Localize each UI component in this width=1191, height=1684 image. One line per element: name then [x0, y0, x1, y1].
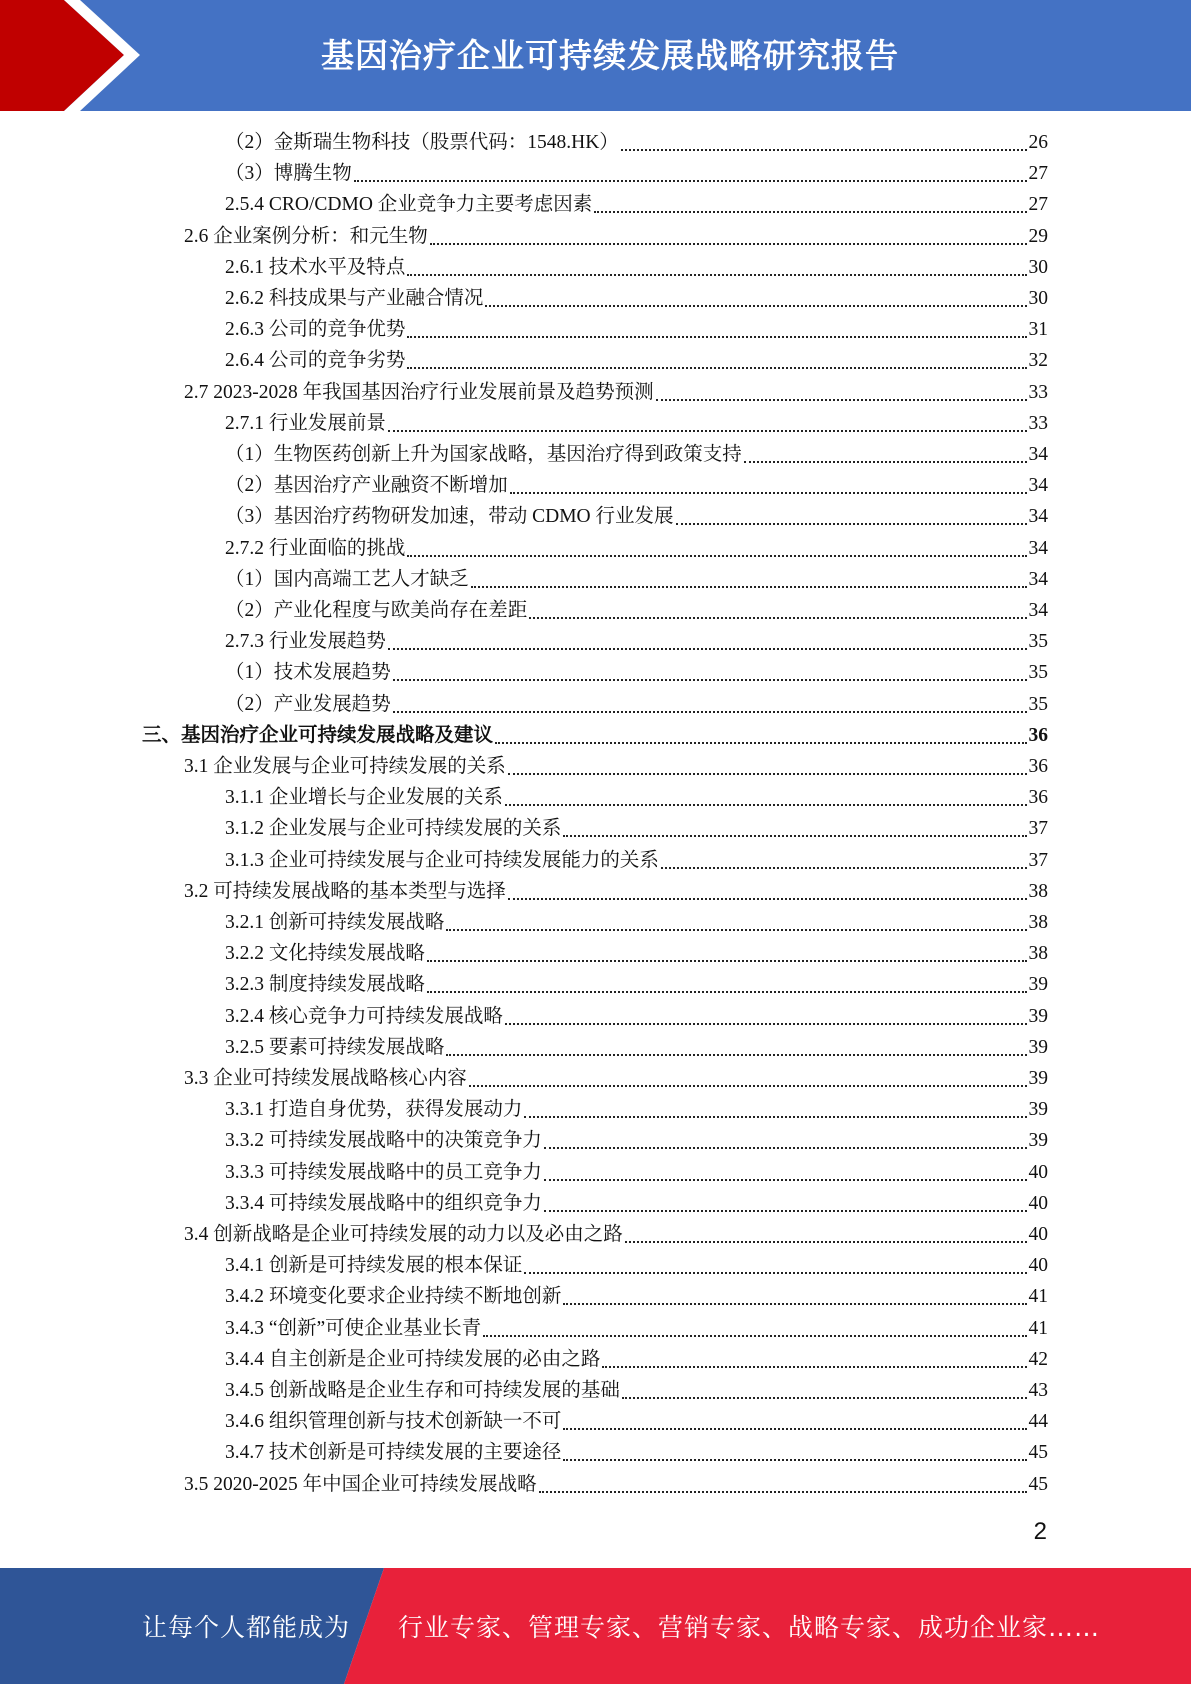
toc-entry[interactable] — [184, 876, 1048, 907]
toc-leader-dots — [661, 857, 1027, 876]
toc-entry-label: 3.4.5 创新战略是企业生存和可持续发展的基础 — [225, 1380, 620, 1401]
toc-entry-label: 3.3.2 可持续发展战略中的决策竞争力 — [225, 1130, 542, 1152]
toc-leader-dots — [388, 420, 1027, 439]
toc-entry-page: 34 — [1028, 444, 1048, 465]
toc-entry-page: 45 — [1028, 1442, 1048, 1464]
toc-leader-dots — [676, 513, 1027, 532]
toc-entry-page: 34 — [1028, 600, 1048, 621]
toc-leader-dots — [510, 482, 1027, 501]
toc-entry-page: 41 — [1028, 1286, 1048, 1308]
toc-entry-label: （1）国内高端工艺人才缺乏 — [225, 568, 469, 590]
toc-entry-label: 3.1.3 企业可持续发展与企业可持续发展能力的关系 — [225, 849, 659, 871]
toc-entry-page: 40 — [1028, 1255, 1048, 1277]
page-number: 2 — [1033, 1518, 1047, 1545]
toc-leader-dots — [524, 1106, 1026, 1125]
toc-entry-label: 3.1 企业发展与企业可持续发展的关系 — [184, 756, 506, 777]
toc-leader-dots — [529, 607, 1026, 626]
toc-leader-dots — [430, 233, 1027, 252]
toc-entry-page: 43 — [1028, 1380, 1048, 1401]
toc-entry-label: 3.4.2 环境变化要求企业持续不断地创新 — [225, 1286, 562, 1308]
toc-leader-dots — [524, 1262, 1026, 1281]
footer-slogan-left: 让每个人都能成为 — [142, 1613, 351, 1642]
toc-entry-page: 30 — [1028, 256, 1048, 278]
toc-entry-page: 45 — [1028, 1473, 1048, 1495]
toc-entry-page: 31 — [1028, 319, 1048, 341]
toc-entry[interactable] — [225, 1032, 1048, 1063]
toc-entry-page: 36 — [1028, 787, 1048, 809]
toc-entry[interactable] — [225, 907, 1048, 938]
page-header — [0, 0, 1191, 111]
toc-entry-label: （3）博腾生物 — [225, 163, 352, 185]
toc-leader-dots — [393, 701, 1027, 720]
toc-entry[interactable] — [225, 595, 1048, 626]
toc-leader-dots — [483, 1325, 1026, 1344]
toc-entry[interactable] — [225, 1250, 1048, 1281]
toc-entry-label: 3.3 企业可持续发展战略核心内容 — [184, 1068, 467, 1089]
toc-entry-label: （3）基因治疗药物研发加速，带动 CDMO 行业发展 — [225, 506, 674, 528]
toc-entry[interactable] — [225, 1313, 1048, 1344]
toc-entry[interactable] — [225, 782, 1048, 813]
toc-entry-page: 32 — [1028, 350, 1048, 372]
toc-entry-label: （2）基因治疗产业融资不断增加 — [225, 475, 508, 497]
toc-entry[interactable] — [225, 626, 1048, 657]
toc-entry[interactable] — [184, 1469, 1048, 1500]
toc-entry-label: 2.6.4 公司的竞争劣势 — [225, 350, 406, 372]
toc-leader-dots — [544, 1200, 1027, 1219]
toc-entry-label: 3.1.1 企业增长与企业发展的关系 — [225, 787, 503, 809]
toc-entry-page: 38 — [1028, 880, 1048, 902]
toc-entry-page: 35 — [1028, 631, 1048, 653]
toc-entry-page: 37 — [1028, 849, 1048, 871]
toc-entry-page: 42 — [1028, 1348, 1048, 1370]
toc-entry-page: 44 — [1028, 1411, 1048, 1433]
toc-entry-page: 33 — [1028, 412, 1048, 434]
toc-entry[interactable] — [184, 751, 1048, 782]
toc-entry[interactable] — [225, 408, 1048, 439]
toc-entry-label: 3.4.1 创新是可持续发展的根本保证 — [225, 1255, 523, 1277]
toc-entry-label: 3.2.3 制度持续发展战略 — [225, 974, 425, 996]
toc-leader-dots — [744, 451, 1027, 470]
toc-entry-label: （2）产业发展趋势 — [225, 693, 391, 715]
toc-leader-dots — [508, 763, 1027, 782]
toc-leader-dots — [407, 326, 1026, 345]
toc-entry-page: 34 — [1028, 475, 1048, 497]
toc-leader-dots — [544, 1169, 1027, 1188]
toc-entry[interactable] — [225, 470, 1048, 501]
toc-entry[interactable] — [225, 845, 1048, 876]
toc-leader-dots — [388, 638, 1027, 657]
toc-entry[interactable] — [225, 439, 1048, 470]
toc-entry-label: （1）技术发展趋势 — [225, 662, 391, 684]
footer-slogan-right: 行业专家、管理专家、营销专家、战略专家、成功企业家…… — [398, 1613, 1101, 1642]
toc-leader-dots — [427, 950, 1027, 969]
toc-entry-page: 34 — [1028, 506, 1048, 528]
toc-entry-page: 38 — [1028, 912, 1048, 933]
toc-entry[interactable] — [225, 813, 1048, 844]
toc-entry-page: 29 — [1028, 225, 1048, 247]
toc-leader-dots — [495, 732, 1026, 751]
toc-entry-label: 2.7 2023-2028 年我国基因治疗行业发展前景及趋势预测 — [184, 381, 654, 403]
toc-entry-page: 40 — [1028, 1161, 1048, 1183]
toc-entry-label: 2.6.2 科技成果与产业融合情况 — [225, 288, 484, 309]
toc-entry[interactable] — [225, 345, 1048, 376]
toc-entry-page: 36 — [1028, 756, 1048, 777]
toc-entry[interactable] — [184, 1219, 1048, 1250]
toc-leader-dots — [602, 1356, 1026, 1375]
chevron-arrow-icon — [0, 0, 160, 111]
toc-leader-dots — [563, 825, 1026, 844]
toc-entry[interactable] — [225, 283, 1048, 314]
toc-entry[interactable] — [225, 1001, 1048, 1032]
toc-entry[interactable] — [225, 533, 1048, 564]
toc-entry-page: 36 — [1028, 724, 1048, 746]
toc-entry[interactable] — [225, 1437, 1048, 1468]
toc-entry[interactable] — [225, 189, 1048, 220]
toc-entry-label: 3.4 创新战略是企业可持续发展的动力以及必由之路 — [184, 1224, 623, 1245]
toc-entry-label: 3.3.4 可持续发展战略中的组织竞争力 — [225, 1192, 542, 1214]
toc-entry-label: 3.3.1 打造自身优势，获得发展动力 — [225, 1099, 523, 1121]
toc-entry[interactable] — [225, 127, 1048, 158]
toc-entry-label: 2.7.3 行业发展趋势 — [225, 631, 386, 653]
toc-entry-label: 3.2.1 创新可持续发展战略 — [225, 912, 445, 933]
toc-entry-label: （2）金斯瑞生物科技（股票代码：1548.HK） — [225, 132, 619, 153]
toc-entry-page: 39 — [1028, 1130, 1048, 1152]
toc-entry-page: 37 — [1028, 818, 1048, 840]
toc-entry-page: 26 — [1028, 132, 1048, 153]
toc-leader-dots — [393, 669, 1027, 688]
toc-entry-page: 39 — [1028, 1099, 1048, 1121]
toc-leader-dots — [469, 1075, 1027, 1094]
toc-entry[interactable] — [225, 657, 1048, 688]
toc-entry[interactable] — [225, 969, 1048, 1000]
toc-entry-label: 2.5.4 CRO/CDMO 企业竞争力主要考虑因素 — [225, 194, 593, 216]
toc-entry-label: 3.4.4 自主创新是企业可持续发展的必由之路 — [225, 1348, 601, 1370]
toc-entry-label: 三、基因治疗企业可持续发展战略及建议 — [142, 724, 494, 746]
toc-entry[interactable] — [225, 938, 1048, 969]
toc-leader-dots — [622, 1387, 1027, 1406]
toc-entry-label: 3.3.3 可持续发展战略中的员工竞争力 — [225, 1161, 542, 1183]
toc-entry[interactable] — [225, 1188, 1048, 1219]
toc-entry-page: 35 — [1028, 662, 1048, 684]
toc-leader-dots — [563, 1449, 1026, 1468]
toc-entry[interactable] — [225, 1125, 1048, 1156]
toc-entry[interactable] — [184, 377, 1048, 408]
toc-leader-dots — [544, 1137, 1027, 1156]
toc-entry-page: 39 — [1028, 974, 1048, 996]
toc-leader-dots — [485, 295, 1026, 314]
toc-leader-dots — [407, 545, 1026, 564]
toc-leader-dots — [656, 389, 1027, 408]
toc-entry[interactable] — [225, 1344, 1048, 1375]
toc-entry-label: 3.2 可持续发展战略的基本类型与选择 — [184, 880, 506, 902]
toc-entry-label: 3.1.2 企业发展与企业可持续发展的关系 — [225, 818, 562, 840]
toc-leader-dots — [594, 201, 1026, 220]
toc-entry[interactable] — [225, 501, 1048, 532]
toc-entry-page: 41 — [1028, 1317, 1048, 1339]
toc-entry-page: 40 — [1028, 1192, 1048, 1214]
toc-entry-page: 30 — [1028, 288, 1048, 309]
toc-entry-label: 3.4.7 技术创新是可持续发展的主要途径 — [225, 1442, 562, 1464]
toc-entry-label: 3.2.4 核心竞争力可持续发展战略 — [225, 1005, 503, 1027]
toc-leader-dots — [446, 1044, 1026, 1063]
toc-leader-dots — [621, 139, 1027, 158]
toc-leader-dots — [407, 264, 1026, 283]
toc-entry-label: 2.6.3 公司的竞争优势 — [225, 319, 406, 341]
toc-leader-dots — [407, 357, 1026, 376]
toc-entry[interactable] — [225, 1281, 1048, 1312]
toc-entry-page: 39 — [1028, 1005, 1048, 1027]
toc-entry-label: 3.2.2 文化持续发展战略 — [225, 943, 425, 965]
toc-leader-dots — [354, 170, 1027, 189]
toc-leader-dots — [471, 576, 1027, 595]
toc-entry-page: 40 — [1028, 1224, 1048, 1245]
toc-leader-dots — [505, 794, 1027, 813]
toc-entry[interactable] — [225, 564, 1048, 595]
toc-entry[interactable] — [225, 689, 1048, 720]
toc-leader-dots — [508, 888, 1027, 907]
toc-entry-label: 3.5 2020-2025 年中国企业可持续发展战略 — [184, 1473, 537, 1495]
toc-leader-dots — [427, 981, 1027, 1000]
toc-leader-dots — [563, 1293, 1026, 1312]
toc-entry[interactable] — [225, 252, 1048, 283]
toc-entry[interactable] — [225, 314, 1048, 345]
toc-leader-dots — [625, 1231, 1027, 1250]
toc-entry-label: 2.7.2 行业面临的挑战 — [225, 537, 406, 559]
report-title: 基因治疗企业可持续发展战略研究报告 — [321, 36, 899, 75]
toc-entry-page: 39 — [1028, 1068, 1048, 1089]
toc-entry-label: 2.6.1 技术水平及特点 — [225, 256, 406, 278]
toc-entry[interactable] — [184, 1063, 1048, 1094]
toc-entry[interactable] — [225, 1406, 1048, 1437]
toc-leader-dots — [539, 1481, 1027, 1500]
toc-entry[interactable] — [225, 1375, 1048, 1406]
toc-entry-label: 2.6 企业案例分析：和元生物 — [184, 225, 428, 247]
toc-entry-page: 27 — [1028, 163, 1048, 185]
toc-entry-page: 34 — [1028, 568, 1048, 590]
toc-entry-page: 27 — [1028, 194, 1048, 216]
toc-entry-page: 34 — [1028, 537, 1048, 559]
toc-entry-label: （2）产业化程度与欧美尚存在差距 — [225, 600, 528, 621]
toc-entry-page: 35 — [1028, 693, 1048, 715]
toc-leader-dots — [505, 1013, 1027, 1032]
toc-entry[interactable] — [225, 1094, 1048, 1125]
page-footer — [0, 1568, 1191, 1684]
toc-entry-label: 3.4.6 组织管理创新与技术创新缺一不可 — [225, 1411, 562, 1433]
toc-entry-label: 2.7.1 行业发展前景 — [225, 412, 386, 434]
toc-entry-page: 38 — [1028, 943, 1048, 965]
toc-entry-label: 3.2.5 要素可持续发展战略 — [225, 1036, 445, 1058]
toc-entry-label: 3.4.3 “创新”可使企业基业长青 — [225, 1317, 482, 1339]
toc-entry-page: 39 — [1028, 1036, 1048, 1058]
toc-leader-dots — [446, 919, 1026, 938]
toc-entry-label: （1）生物医药创新上升为国家战略，基因治疗得到政策支持 — [225, 444, 742, 465]
toc-entry[interactable] — [225, 1157, 1048, 1188]
toc-entry[interactable] — [184, 221, 1048, 252]
toc-entry-page: 33 — [1028, 381, 1048, 403]
toc-entry[interactable] — [142, 720, 1048, 751]
toc-leader-dots — [563, 1418, 1026, 1437]
toc-entry[interactable] — [225, 158, 1048, 189]
